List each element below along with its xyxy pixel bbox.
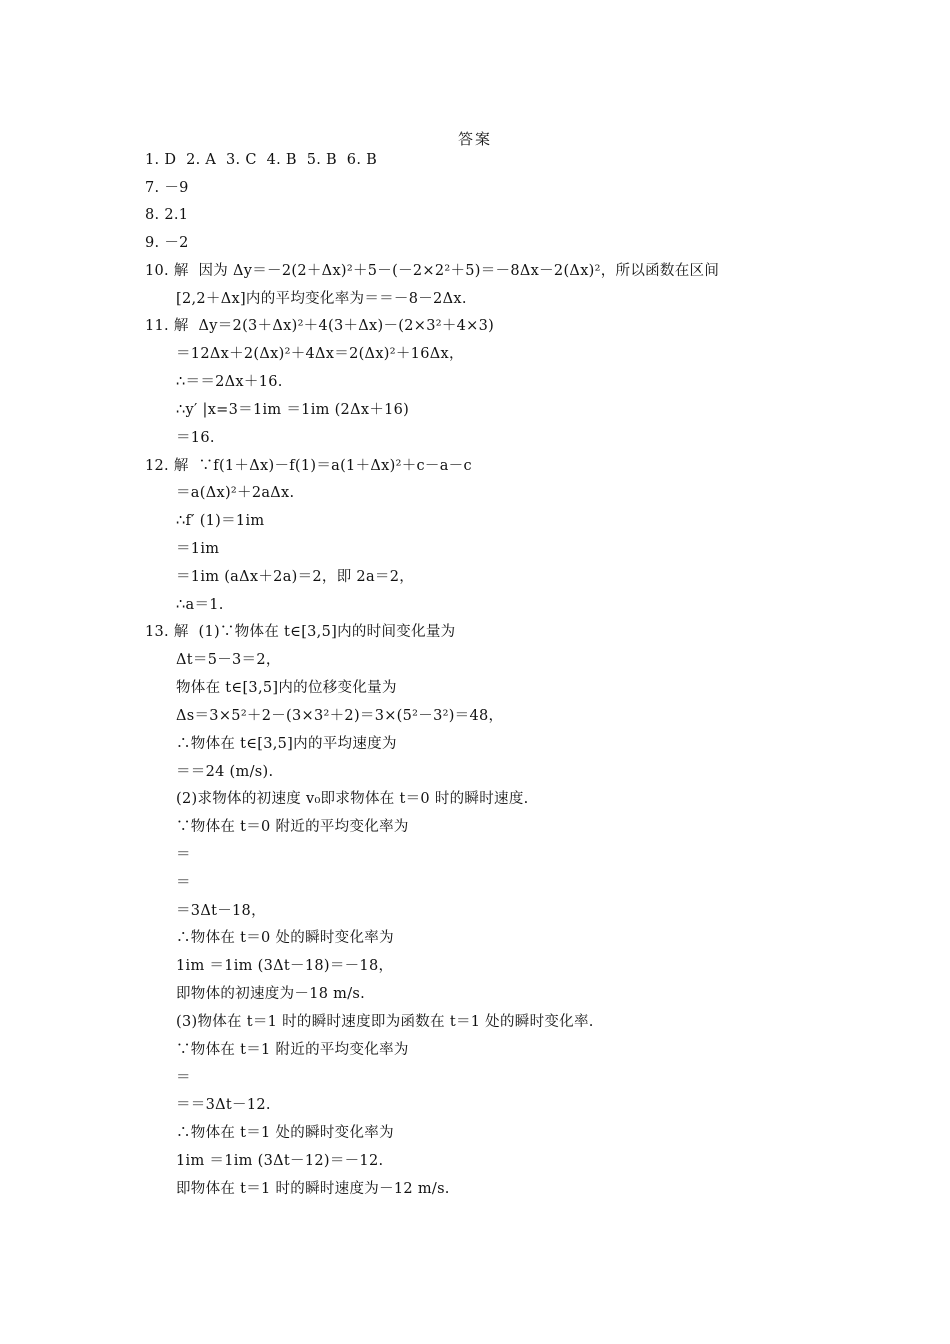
answer-line: 物体在 t∈[3,5]内的位移变化量为 [176, 680, 397, 696]
answer-line: ∴物体在 t＝0 处的瞬时变化率为 [176, 930, 394, 946]
answer-line: ＝1im [176, 541, 220, 557]
answer-line: ＝16. [176, 430, 215, 446]
answer-line: 13. 解 (1)∵物体在 t∈[3,5]内的时间变化量为 [145, 624, 456, 640]
answer-line: Δs＝3×5²＋2－(3×3²＋2)＝3×(5²－3²)＝48， [176, 708, 504, 724]
answer-line: 7. －9 [145, 180, 189, 196]
answer-line: ＝3Δt－18， [176, 903, 266, 919]
answer-line: ∴f′ (1)＝1im [176, 513, 265, 529]
answer-line: ∴a＝1. [176, 597, 224, 613]
answer-line: 12. 解 ∵f(1＋Δx)－f(1)＝a(1＋Δx)²＋c－a－c [145, 458, 472, 474]
answer-line: ＝a(Δx)²＋2aΔx. [176, 485, 295, 501]
answer-line: 即物体在 t＝1 时的瞬时速度为－12 m/s. [176, 1181, 450, 1197]
answer-line: ＝12Δx＋2(Δx)²＋4Δx＝2(Δx)²＋16Δx， [176, 346, 464, 362]
answer-line: [2,2＋Δx]内的平均变化率为＝＝－8－2Δx. [176, 291, 467, 307]
answer-line: 11. 解 Δy＝2(3＋Δx)²＋4(3＋Δx)－(2×3²＋4×3) [145, 318, 495, 334]
answer-line: Δt＝5－3＝2， [176, 652, 281, 668]
answer-line: 9. －2 [145, 235, 189, 251]
answer-line: ＝ [176, 1070, 191, 1086]
answer-line: ＝1im (aΔx＋2a)＝2，即 2a＝2， [176, 569, 415, 585]
answer-line: ＝＝3Δt－12. [176, 1097, 271, 1113]
answer-line: 8. 2.1 [145, 207, 189, 223]
answer-line: ∴y′ |x=3＝1im ＝1im (2Δx＋16) [176, 402, 410, 418]
answer-line: ＝ [176, 847, 191, 863]
page-title: 答案 [457, 130, 492, 148]
answer-line: ∴物体在 t＝1 处的瞬时变化率为 [176, 1125, 394, 1141]
answer-line: 10. 解 因为 Δy＝－2(2＋Δx)²＋5－(－2×2²＋5)＝－8Δx－2(Δx)²，所以函数在区间 [145, 263, 720, 279]
answer-line: ∵物体在 t＝0 附近的平均变化率为 [176, 819, 409, 835]
answer-line: 1. D 2. A 3. C 4. B 5. B 6. B [145, 152, 378, 168]
answer-line: 1im ＝1im (3Δt－18)＝－18， [176, 958, 394, 974]
answer-line: (2)求物体的初速度 v₀即求物体在 t＝0 时的瞬时速度. [176, 791, 529, 807]
answer-line: 1im ＝1im (3Δt－12)＝－12. [176, 1153, 384, 1169]
answer-line: ∵物体在 t＝1 附近的平均变化率为 [176, 1042, 409, 1058]
answer-line: 即物体的初速度为－18 m/s. [176, 986, 366, 1002]
answer-line: ＝ [176, 875, 191, 891]
answer-line: ＝＝24 (m/s). [176, 764, 274, 780]
answer-line: ∴物体在 t∈[3,5]内的平均速度为 [176, 736, 397, 752]
answer-line: ∴＝＝2Δx＋16. [176, 374, 283, 390]
answer-line: (3)物体在 t＝1 时的瞬时速度即为函数在 t＝1 处的瞬时变化率. [176, 1014, 594, 1030]
